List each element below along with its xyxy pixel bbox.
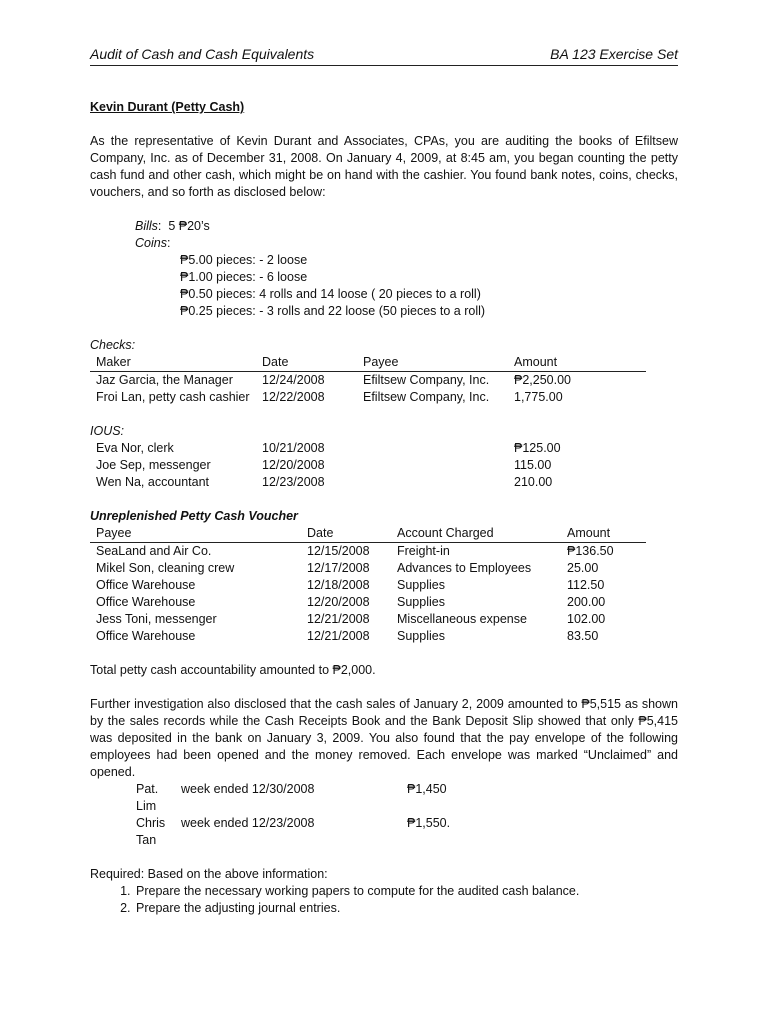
cell: 115.00: [514, 458, 552, 472]
vouchers-table: [90, 525, 646, 645]
required-section: [90, 866, 678, 917]
checks-table: [90, 354, 646, 406]
header-right: BA 123 Exercise Set: [550, 46, 678, 62]
coins-list: [135, 252, 678, 320]
cell: Eva Nor, clerk: [96, 441, 174, 455]
cell: ₱2,250.00: [514, 373, 571, 387]
col-header: Date: [262, 355, 289, 369]
cell: Office Warehouse: [96, 578, 196, 592]
cell: ₱1,450: [407, 782, 447, 796]
cell: Wen Na, accountant: [96, 475, 210, 489]
ious-table: [90, 440, 646, 491]
table-row: [90, 628, 646, 645]
cell: 12/15/2008: [307, 544, 370, 558]
table-row: [90, 781, 450, 815]
coin-item: ₱1.00 pieces: - 6 loose: [180, 270, 308, 284]
table-row: [90, 372, 646, 390]
table-row: [90, 543, 646, 561]
vouchers-header-row: [90, 525, 646, 543]
cell: 12/20/2008: [307, 595, 370, 609]
cell: Chris Tan: [136, 816, 166, 847]
vouchers-section: [90, 508, 678, 645]
col-header: Amount: [567, 526, 611, 540]
table-row: [90, 457, 646, 474]
cell: ₱1,550.: [407, 816, 451, 830]
table-row: [90, 577, 646, 594]
cell: Supplies: [397, 595, 445, 609]
col-header: Payee: [96, 526, 132, 540]
col-header: Maker: [96, 355, 131, 369]
cell: Office Warehouse: [96, 629, 196, 643]
cell: Efiltsew Company, Inc.: [363, 373, 490, 387]
cell: Office Warehouse: [96, 595, 196, 609]
cell: SeaLand and Air Co.: [96, 544, 212, 558]
cell: week ended 12/23/2008: [181, 816, 315, 830]
page-header: [90, 46, 678, 66]
table-row: [90, 474, 646, 491]
coin-item: ₱0.25 pieces: - 3 rolls and 22 loose (50 pieces to a roll): [180, 304, 486, 318]
checks-label: Checks:: [90, 338, 136, 352]
ious-section: [90, 423, 678, 491]
cell: Supplies: [397, 578, 445, 592]
cell: ₱136.50: [567, 544, 614, 558]
cell: week ended 12/30/2008: [181, 782, 315, 796]
vouchers-label: Unreplenished Petty Cash Voucher: [90, 509, 298, 523]
document-page: [90, 46, 678, 917]
col-header: Payee: [363, 355, 399, 369]
table-row: [90, 611, 646, 628]
cell: Freight-in: [397, 544, 450, 558]
cell: 12/23/2008: [262, 475, 325, 489]
cell: 12/21/2008: [307, 612, 370, 626]
required-list: [90, 883, 678, 917]
cell: 12/22/2008: [262, 390, 325, 404]
envelopes-table: [90, 781, 450, 849]
cell: Efiltsew Company, Inc.: [363, 390, 490, 404]
col-header: Account Charged: [397, 526, 494, 540]
cell: 10/21/2008: [262, 441, 325, 455]
cell: ₱125.00: [514, 441, 561, 455]
cell: 112.50: [567, 578, 605, 592]
cell: 210.00: [514, 475, 553, 489]
cash-count: [90, 218, 678, 320]
cell: Joe Sep, messenger: [96, 458, 211, 472]
cell: 83.50: [567, 629, 599, 643]
table-row: [90, 815, 450, 849]
bills-label: Bills: [135, 219, 158, 233]
col-header: Amount: [514, 355, 558, 369]
cell: 200.00: [567, 595, 606, 609]
checks-header-row: [90, 354, 646, 372]
checks-section: [90, 337, 678, 406]
table-row: [90, 440, 646, 457]
cell: 102.00: [567, 612, 606, 626]
cell: Advances to Employees: [397, 561, 532, 575]
cell: Jaz Garcia, the Manager: [96, 373, 233, 387]
cell: Pat. Lim: [136, 782, 159, 813]
cell: Supplies: [397, 629, 445, 643]
intro-paragraph: As the representative of Kevin Durant and Associates, CPAs, you are auditing the books of Efiltsew Company, Inc. as of December 31, 2008. On January 4, 2009, at 8:45 am, you began counting the petty cash fund and other cash, which might be on hand with the cashier. You found bank notes, coins, checks, vouchers, and so forth as disclosed below:: [90, 134, 678, 199]
cell: 12/18/2008: [307, 578, 370, 592]
table-row: [90, 389, 646, 406]
bills-value: 5 ₱20’s: [168, 219, 210, 233]
table-row: [90, 560, 646, 577]
cell: Jess Toni, messenger: [96, 612, 217, 626]
col-header: Date: [307, 526, 334, 540]
required-label: Required: Based on the above information:: [90, 867, 328, 881]
coin-item: ₱0.50 pieces: 4 rolls and 14 loose ( 20 pieces to a roll): [180, 287, 481, 301]
case-title: Kevin Durant (Petty Cash): [90, 100, 245, 114]
cell: [363, 474, 514, 491]
further-paragraph: Further investigation also disclosed that the cash sales of January 2, 2009 amounted to ₱5,515 as shown by the sales records while the Cash Receipts Book and the Bank Deposit Slip showed that only ₱5,415 was deposited in the bank on January 3, 2009. You also found that the pay envelope of the following employees had been opened and the money removed. Each envelope was marked “Unclaimed” and opened.: [90, 697, 678, 779]
cell: 12/17/2008: [307, 561, 370, 575]
cell: 25.00: [567, 561, 599, 575]
coin-item: ₱5.00 pieces: - 2 loose: [180, 253, 308, 267]
total-accountability: Total petty cash accountability amounted to ₱2,000.: [90, 663, 376, 677]
ious-label: IOUS:: [90, 424, 125, 438]
cell: [363, 440, 514, 457]
cell: 12/21/2008: [307, 629, 370, 643]
cell: Mikel Son, cleaning crew: [96, 561, 235, 575]
cell: 12/24/2008: [262, 373, 325, 387]
table-row: [90, 594, 646, 611]
cell: [363, 457, 514, 474]
cell: 12/20/2008: [262, 458, 325, 472]
list-item: 2. Prepare the adjusting journal entries.: [134, 900, 678, 917]
cell: 1,775.00: [514, 390, 563, 404]
cell: Miscellaneous expense: [397, 612, 527, 626]
coins-line: Coins:: [135, 236, 171, 250]
bills-line: Bills: 5 ₱20’s: [135, 219, 210, 233]
list-item: 1. Prepare the necessary working papers to compute for the audited cash balance.: [134, 883, 678, 900]
header-left: Audit of Cash and Cash Equivalents: [90, 46, 315, 62]
coins-label: Coins: [135, 236, 167, 250]
cell: Froi Lan, petty cash cashier: [96, 390, 250, 404]
